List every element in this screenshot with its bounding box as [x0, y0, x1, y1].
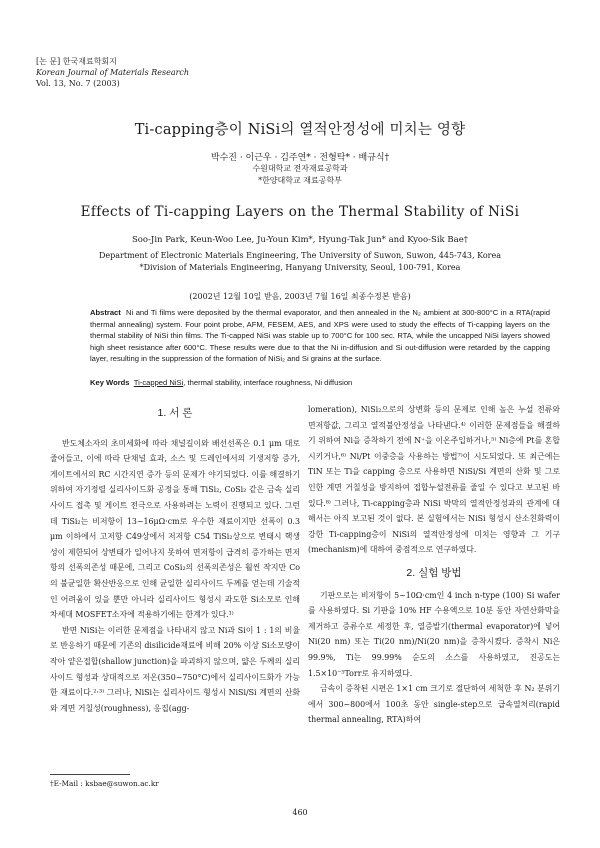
method-paragraph-1: 기판으로는 비저항이 5~10Ω·cm인 4 inch n-type (100) Si wafer를 사용하였다. Si 기판을 10% HF 수용액으로 10분 동안 자연산화막을 제거하고 증류수로 세정한 후, 열증발기(thermal evaporator)에 넣어 Ni(20 nm) 또는 Ti(20 nm)/Ni(20 nm)을 증착시켰다. 증착시 Ni은 99.9%, Ti는 99.99% 순도의 소스를 사용하였고, 진공도는 1.5×10⁻⁵Torr로 유지하였다.: [308, 590, 560, 678]
korean-affiliation-2: *한양대학교 재료공학부: [258, 176, 342, 185]
intro-paragraph-1: 반도체소자의 초미세화에 따라 채널길이와 배선선폭은 0.1 μm 대로 줄어들고, 이에 따라 단채널 효과, 소스 및 드레인에서의 기생저항 증가, 게이트에서의 RC 시간지연 증가 등의 문제가 야기되었다. 이를 해결하기 위하여 자기정렬 실리사이드화 공정을 통해 TiSi₂, CoSi₂ 같은 금속 실리사이드 접촉 및 게이트 전극으로 사용하려는 노력이 진행되고 있다. 그런데 TiSi₂는 비저항이 13~16μΩ·cm로 우수한 재료이지만 선폭이 0.3 μm 이하에서 고저항 C49상에서 저저항 C54 TiSi₂상으로 변태시 핵생성이 제한되어 상변태가 일어나지 못하여 면저항이 급격히 증가하는 면저항의 선폭의존성 때문에, 그리고 CoSi₂의 선폭의존성은 훨씬 작지만 Co의 불균일한 확산반응으로 인해 균일한 실리사이드 두께를 얻는데 기술적인 어려움이 있을 뿐만 아니라 실리사이드 형성시 과도한 Si소모로 인해 차세대 MOSFET소자에 적용하기에는 한계가 있다.¹⁾: [50, 438, 300, 620]
keywords-label: Key Words: [90, 378, 130, 387]
abstract-label: Abstract: [90, 308, 121, 317]
journal-header: [36, 56, 189, 89]
abstract: [90, 307, 550, 365]
english-authors: Soo-Jin Park, Keun-Woo Lee, Ju-Youn Kim*, Hyung-Tak Jun* and Kyoo-Sik Bae†: [131, 235, 468, 245]
section-2-heading: 2. 실험 방법: [406, 566, 462, 579]
section-1-heading: 1. 서 론: [157, 407, 193, 419]
left-column: [50, 402, 300, 716]
english-affiliation-2: *Division of Materials Engineering, Hanyang University, Seoul, 100-791, Korea: [139, 263, 461, 272]
journal-line-2: Korean Journal of Materials Research: [36, 68, 190, 77]
keyword-first: Ti-capped NiSi: [133, 378, 184, 387]
abstract-text: Ni and Ti films were deposited by the thermal evaporator, and then annealed in the N₂ ambient at 300-800°C in a RTA(rapid thermal annealing) system. Four point probe, AFM, FESEM, AES, and XPS were used to study the effects of Ti-capping layers on the thermal stability of NiSi thin films. The Ti-capped NiSi was stable up to 700°C for 100 sec. RTA, while the uncapped NiSi layers showed high sheet resistance after 600°C. These results were due to that the Ni in-diffusion and Si out-diffusion were retarded by the capping layer, resulting in the suppression of the formation of NiSi₂ and Si grains at the surface.: [90, 308, 550, 363]
keywords-rest: , thermal stability, interface roughness, Ni diffusion: [183, 378, 353, 387]
intro-paragraph-2: 반면 NiSi는 이러한 문제점을 나타내지 않고 Ni과 Si이 1 : 1의 비율로 반응하기 때문에 기존의 disilicide재료에 비해 20% 이상 Si소모량이 작아 얕은접합(shallow junction)을 파괴하지 않으며, 얇은 두께의 실리사이드 형성과 상대적으로 저온(350~750°C)에서 실리사이드화가 가능한 재료이다.²·³⁾ 그러나, NiSi는 실리사이드 형성시 NiSi/Si 계면의 산화와 계면 거칠성(roughness), 응집(agg-: [50, 625, 300, 713]
korean-authors: 박수진 · 이근우 · 김주연* · 전형탁* · 배규식†: [210, 153, 390, 163]
page-number: 460: [292, 808, 308, 817]
english-title: Effects of Ti-capping Layers on the Thermal Stability of NiSi: [80, 204, 520, 220]
keywords: [90, 378, 550, 387]
korean-affiliations: [0, 163, 600, 187]
korean-title: Ti-capping층이 NiSi의 열적안정성에 미치는 영향: [134, 122, 466, 138]
right-column: [308, 402, 560, 728]
received-dates: (2002년 12월 10일 받음, 2003년 7월 16일 최종수정본 받음): [189, 292, 411, 301]
footnote-rule: [50, 774, 130, 775]
intro-paragraph-3: lomeration), NiSi₂으로의 상변화 등의 문제로 인해 높은 누설 전류와 면저항값, 그리고 열적불안정성을 나타낸다.⁴⁾ 이러한 문제점들을 해결하기 위하여 Ni을 증착하기 전에 N⁺을 이온주입하거나,⁵⁾ Ni층에 Pt를 혼합시키거나,⁶⁾ Ni/Pt 이중층을 사용하는 방법⁷⁾이 시도되었다. 또 최근에는 TiN 또는 Ti을 capping 층으로 사용하면 NiSi/Si 계면의 산화 및 그로 인한 계면 거칠성을 방지하여 접합누설전류를 줄일 수 있다고 보고된 바 있다.⁸⁾ 그러나, Ti-capping층과 NiSi 박막의 열적안정성과의 관계에 대해서는 아직 보고된 것이 없다. 본 실험에서는 NiSi 형성시 산소친화력이 강한 Ti-capping층이 NiSi의 열적안정성에 미치는 영향과 그 기구(mechanism)에 대하여 중점적으로 연구하였다.: [308, 405, 560, 555]
english-affiliation-1: Department of Electronic Materials Engineering, The University of Suwon, Suwon, 445-743, Korea: [99, 251, 501, 260]
journal-line-1: [논 문] 한국재료학회지: [36, 57, 117, 66]
journal-line-3: Vol. 13, No. 7 (2003): [36, 79, 120, 88]
footnote: †E-Mail : ksbae@suwon.ac.kr: [50, 779, 159, 788]
method-paragraph-2: 금속이 증착된 시편은 1×1 cm 크기로 절단하여 세척한 후 N₂ 분위기에서 300~800에서 100초 동안 single-step으로 급속열처리(rapid thermal annealing, RTA)하여: [308, 684, 560, 725]
english-affiliations: [0, 250, 600, 274]
korean-affiliation-1: 수원대학교 전자재료공학과: [252, 164, 348, 173]
